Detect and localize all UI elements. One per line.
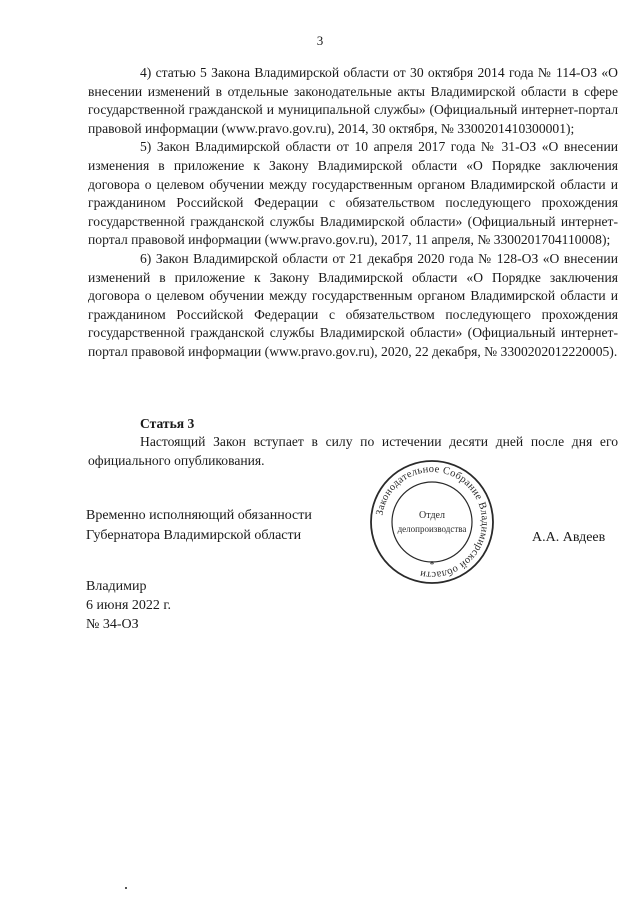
signer-position-line2: Губернатора Владимирской области: [86, 528, 302, 543]
stamp-star-icon: *: [429, 560, 435, 571]
signing-details: [86, 577, 171, 634]
list-item: 4) статью 5 Закона Владимирской области от 30 октября 2014 года № 114-ОЗ «О внесении изменений в отдельные законодательные акты Владимирской области в сфере государственной гражданской и муниципальной службы» (Официальный интернет-портал правовой информации (www.pravo.gov.ru), 2014, 30 октября, № 3300201410300001);: [88, 65, 618, 136]
list-item: 6) Закон Владимирской области от 21 декабря 2020 года № 128-ОЗ «О внесении изменений в приложение к Закону Владимирской области «О Порядке заключения договора о целевом обучении между государственным органом Владимирской области и гражданином Российской Федерации с обязательством последующего прохождения государственной гражданской службы Владимирской области» (Официальный интернет-портал правовой информации (www.pravo.gov.ru), 2020, 22 декабря, № 3300202012220005).: [88, 250, 618, 359]
signing-city: Владимир: [86, 579, 147, 594]
law-number: № 34-ОЗ: [86, 617, 139, 632]
article-text: Настоящий Закон вступает в силу по истечении десяти дней после дня его официального опубликования.: [88, 434, 618, 468]
scan-speck: [125, 887, 127, 889]
signer-name: А.А. Авдеев: [532, 530, 606, 545]
official-stamp: [368, 458, 496, 586]
stamp-center-line2: делопроизводства: [397, 524, 467, 534]
stamp-ring-text: Законодательное Собрание Владимирской области: [374, 463, 491, 581]
stamp-center-line1: Отдел: [419, 510, 445, 521]
signer-position-line1: Временно исполняющий обязанности: [86, 508, 312, 523]
page-number: 3: [316, 33, 324, 48]
repealed-acts-list: [88, 64, 618, 362]
signer-position: [86, 506, 312, 546]
article-title: Статья 3: [140, 416, 195, 431]
list-item: 5) Закон Владимирской области от 10 апреля 2017 года № 31-ОЗ «О внесении изменения в приложение к Закону Владимирской области «О Порядке заключения договора о целевом обучении между государственным органом Владимирской области и гражданином Российской Федерации с обязательством последующего прохождения государственной гражданской службы Владимирской области» (Официальный интернет-портал правовой информации (www.pravo.gov.ru), 2017, 11 апреля, № 3300201704110008);: [88, 139, 618, 248]
article-3: [88, 414, 618, 470]
signing-date: 6 июня 2022 г.: [86, 598, 172, 613]
